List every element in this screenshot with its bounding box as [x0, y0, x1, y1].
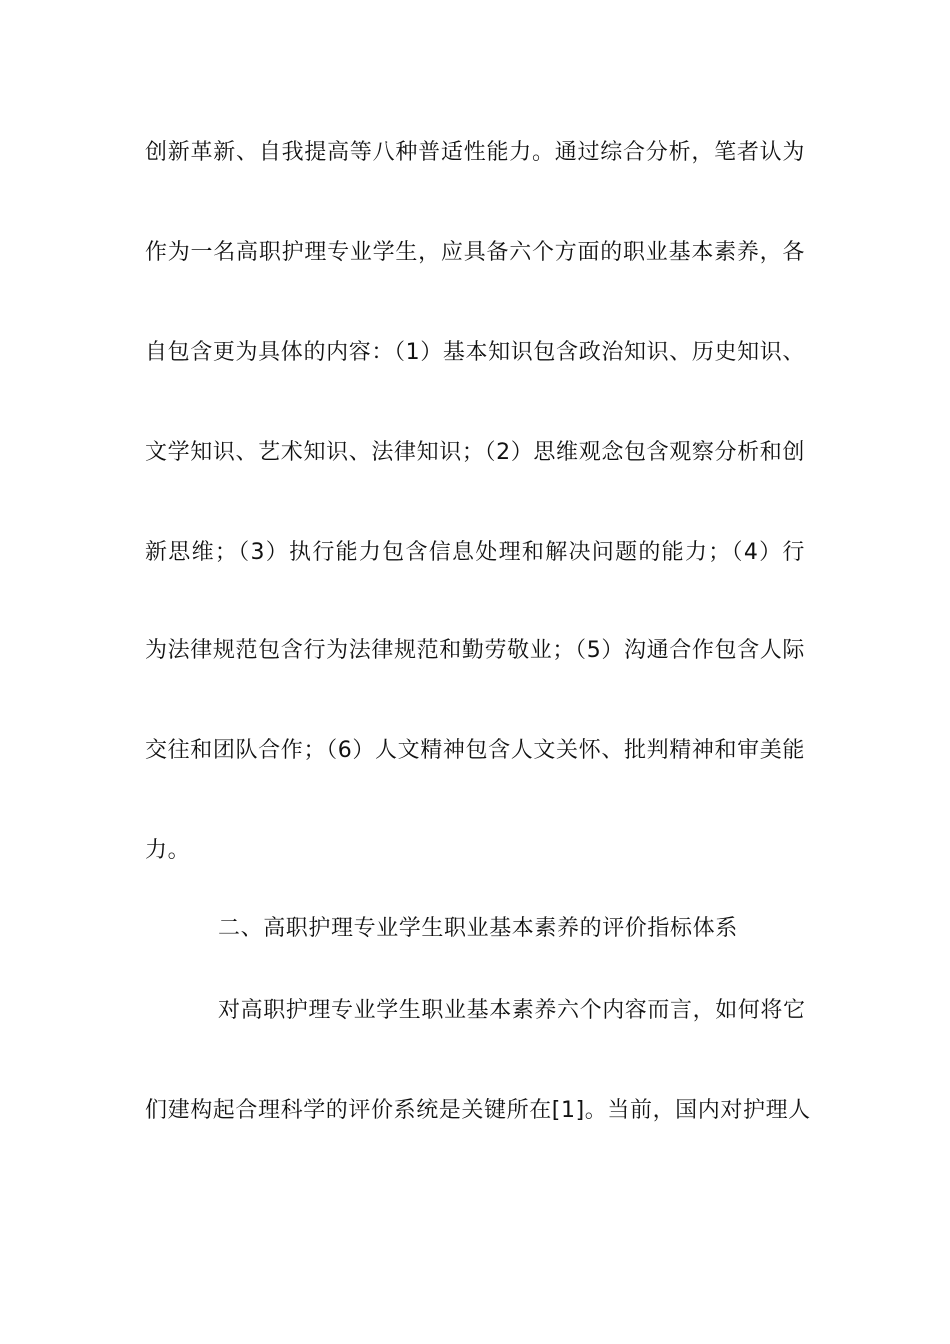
body-text-line-4: 文学知识、艺术知识、法律知识；（2）思维观念包含观察分析和创 — [145, 440, 805, 465]
paragraph-2-line-1: 对高职护理专业学生职业基本素养六个内容而言，如何将它 — [218, 998, 806, 1023]
body-text-line-7: 交往和团队合作；（6）人文精神包含人文关怀、批判精神和审美能 — [145, 738, 805, 763]
body-text-line-5: 新思维；（3）执行能力包含信息处理和解决问题的能力；（4）行 — [145, 540, 805, 565]
body-text-line-2: 作为一名高职护理专业学生，应具备六个方面的职业基本素养，各 — [145, 240, 805, 265]
body-text-line-8: 力。 — [145, 838, 191, 863]
body-text-line-3: 自包含更为具体的内容：（1）基本知识包含政治知识、历史知识、 — [145, 340, 805, 365]
section-heading: 二、高职护理专业学生职业基本素养的评价指标体系 — [218, 916, 738, 941]
body-text-line-6: 为法律规范包含行为法律规范和勤劳敬业；（5）沟通合作包含人际 — [145, 638, 805, 663]
body-text-line-1: 创新革新、自我提高等八种普适性能力。通过综合分析，笔者认为 — [145, 140, 805, 165]
paragraph-2-line-2: 们建构起合理科学的评价系统是关键所在[1]。当前，国内对护理人 — [145, 1098, 811, 1123]
